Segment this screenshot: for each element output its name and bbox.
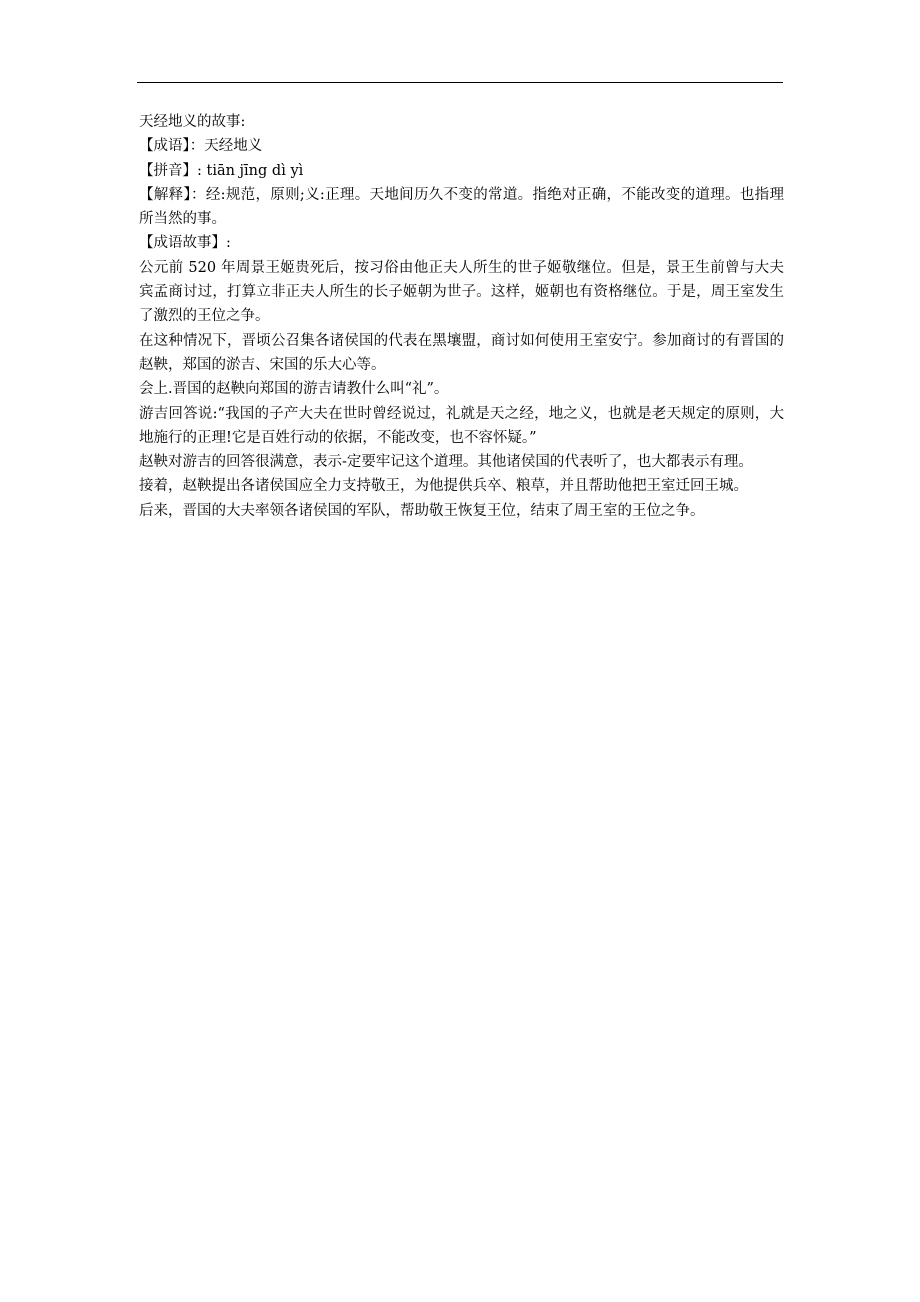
explanation-paragraph: 【解释】：经:规范，原则;义:正理。天地间历久不变的常道。指绝对正确，不能改变的道理。也指理所当然的事。 — [139, 186, 784, 228]
header-rule — [137, 82, 783, 83]
story-paragraph: 接着，赵鞅提出各诸侯国应全力支持敬王，为他提供兵卒、粮草，并且帮助他把王室迁回王城。 — [139, 478, 748, 495]
pinyin-line: 【拼音】: tiān jīng dì yì — [139, 162, 304, 179]
story-paragraph: 后来，晋国的大夫率领各诸侯国的军队，帮助敬王恢复王位，结束了周王室的王位之争。 — [139, 502, 705, 519]
story-heading: 【成语故事】: — [139, 235, 231, 252]
story-title: 天经地义的故事: — [139, 114, 246, 130]
story-paragraph: 会上.晋国的赵鞅向郑国的游吉请教什么叫“礼”。 — [139, 381, 449, 398]
story-paragraph: 赵鞅对游吉的回答很满意，表示-定要牢记这个道理。其他诸侯国的代表听了，也大都表示有理。 — [139, 454, 753, 471]
story-paragraph: 在这种情况下，晋顷公召集各诸侯国的代表在黑壤盟，商讨如何使用王室安宁。参加商讨的有晋国的赵鞅，郑国的淤吉、宋国的乐大心等。 — [139, 332, 784, 373]
document-body — [139, 110, 784, 523]
idiom-line: 【成语】：天经地义 — [139, 138, 263, 155]
story-paragraph: 公元前 520 年周景王姬贵死后，按习俗由他正夫人所生的世子姬敬继位。但是，景王生前曾与大夫宾孟商讨过，打算立非正夫人所生的长子姬朝为世子。这样，姬朝也有资格继位。于是，周王室发生了激烈的王位之争。 — [139, 259, 784, 325]
story-paragraph: 游吉回答说:“我国的子产大夫在世时曾经说过，礼就是天之经，地之义，也就是老天规定的原则，大地施行的正理!它是百姓行动的依据，不能改变，也不容怀疑。” — [139, 405, 784, 446]
